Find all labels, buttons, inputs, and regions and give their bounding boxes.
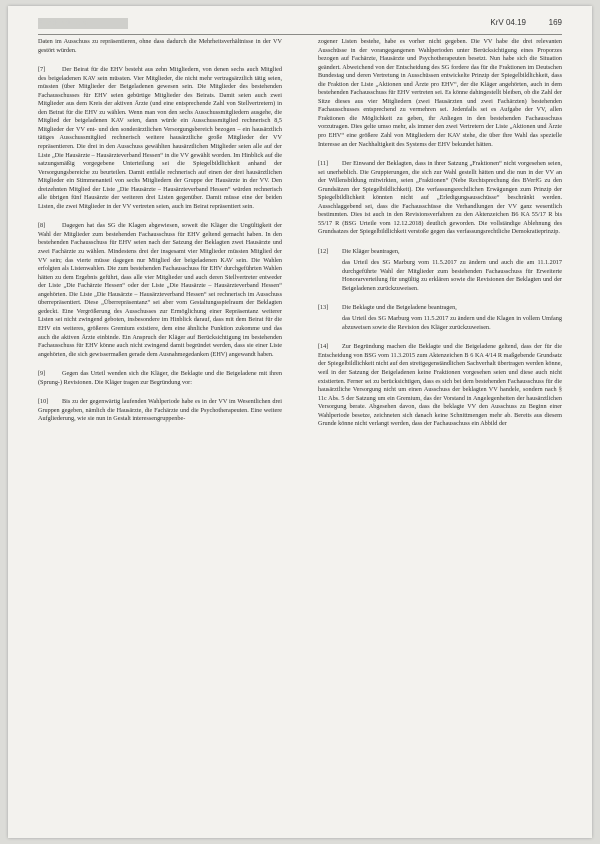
paragraph: [318, 160, 562, 237]
page-header: [38, 18, 562, 35]
paragraph-number: [13]: [318, 304, 329, 312]
paragraph: [38, 222, 282, 359]
paragraph-number: [9]: [38, 370, 46, 378]
left-column: [38, 38, 282, 435]
indented-motion-text: das Urteil des SG Marburg vom 11.5.2017 zu ändern und die Klagen in vollem Umfang abzuweisen sowie die Revision des Kläger zurückzuweisen.: [342, 315, 562, 331]
paragraph-text: Daten im Ausschuss zu repräsentieren, ohne dass dadurch die Mehrheitsverhältnisse in der VV gestört würden.: [38, 38, 282, 54]
paragraph-number: [14]: [318, 343, 329, 351]
paragraph-text: Die Kläger beantragen,: [342, 248, 400, 256]
paragraph: [38, 370, 282, 387]
paragraph: [38, 398, 282, 424]
paragraph: [38, 66, 282, 211]
header-section-title: Entscheidungen: [38, 18, 128, 29]
paragraph-text: Die Beklagte und die Beigeladene beantragen,: [342, 304, 457, 312]
paragraph-text: Zur Begründung machen die Beklagte und die Beigeladene geltend, dass der für die Entscheidung von BSG vom 11.3.2015 zum Aktenzeichen B 6 KA 4/14 R maßgebende Grundsatz der Spiegelbildlichkeit nicht auf den streitgegenständlichen Sachverhalt übertragen werden könne, weil in der Satzung der Beigeladenen keine Fraktionen vorgesehen seien und diese auch nicht existierten. Ferner sei zu berücksichtigen, dass es sich bei dem bestehenden Fachausschuss für die hausärztliche Versorgung nicht um einen Ausschuss der beklagten VV handele, sondern nach § 11c Abs. 5 der Satzung um ein Gremium, das der Vorstand in Angelegenheiten der hausärztlichen Versorgung berate. Abgesehen davon, dass die beklagte VV den Ausschuss zu Beginn einer Wahlperiode besetze, zeichneten sich danach keine Schnittmengen mehr ab. Bereits aus diesem Grunde könne nicht verlangt werden, dass der Fachausschuss ein Abbild der: [318, 343, 562, 428]
right-column: [318, 38, 562, 440]
paragraph-number: [8]: [38, 222, 46, 230]
paragraph-text: Dagegen hat das SG die Klagen abgewiesen, soweit die Kläger die Ungültigkeit der Wahl der Mitglieder zum bestehenden Fachausschuss für EHV geltend gemacht haben. In den bestehenden Fachausschuss für EHV seien nach der Satzung der Beklagten zwei Hausärzte und zwei Fachärzte zu wählen. Mindestens drei der insgesamt vier Mitglieder müssten Mitglied der VV sein; das vierte müsse dagegen nur Mitglied der beigeladenen KAV sein. Die Wahlen erfolgten als Listenwahlen. Die zum bestehenden Fachausschuss für EHV durchgeführten Wahlen hätten zu dem Ergebnis geführt, dass alle vier Mitglieder und auch deren Stellvertreter entweder der Liste „Die Fachärzte Hessen“ oder der Liste „Die Hausärzte – Hausärzteverband Hessen“ angehörten. Die Liste „Die Hausärzte – Hausärzteverband Hessen“ sei rechnerisch im Ausschuss überrepräsentiert. Diese „Überrepräsentanz“ sei aber vom Gestaltungsspielraum der Beklagten gedeckt. Eine Vergrößerung des Ausschusses zur Ermöglichung einer Repräsentanz weiterer Listen sei nicht zwingend geboten, insbesondere im Hinblick darauf, dass mit dem Beirat für die EHV ein weiteres, größeres Gremium existiere, dem eine ähnliche Funktion zukomme und das auch die aktiven Ärzte einbinde. Ein Anspruch der Kläger auf Berücksichtigung im bestehenden Fachausschuss für EHV könne auch nicht zwingend damit begründet werden, dass sie einer Liste angehörten, die sich gewissermaßen gerade dem Ausnahmegedanken (EHV) angewandt haben.: [38, 222, 282, 358]
paragraph: [318, 38, 562, 149]
paragraph-text: Der Beirat für die EHV besteht aus zehn Mitgliedern, von denen sechs auch Mitglied des beigeladenen KAV sein müssten. Vier Mitglieder, die nicht mehr vertragsärztlich tätig seien, müssten (über Mitglieder der Beigeladenen gewesen sein. Die Mitglieder des bestehenden Fachausschusses für EHV seien gebürtige Mitglieder des Beirats. Damit seien auch zwei Mitglieder aus dem Kreis der aktiven Ärzte (und eine entsprechende Zahl von Stellvertretern) in den Beirat für die EHV zu wählen. Wenn man von den sechs Ausschussmitgliedern ausgehe, die Mitglied der beigeladenen KAV seien, dann würde ein Ausschussmitglied rechnerisch 8,5 Mitglieder der VV ent- und den sonderärztlichen Versorgungsbereich bezogen – ein hausärztlich tätiges Ausschussmitglied rechnerisch weitere hausärztliche große Mitglieder der VV repräsentieren. Die drei in den Ausschuss gewählten hausärztlichen Mitglieder seien alle auf der Liste „Die Hausärzte – Hausärzteverband Hessen“ in die VV gewählt worden. Im Hinblick auf die satzungsmäßig vorgegebene Unterteilung sei die Spiegelbildlichkeit anhand der Versorgungsbereiche zu beurteilen. Damit entfalle rechnerisch auf einen der drei hausärztlichen Mitglieder ein Stimmenanteil von sechs Mitgliedern der Gruppe der Hausärzte in der VV. Den dreizehnten Mitglied der Liste „Die Hausärzte – Hausärzteverband Hessen“ würden rechnerisch alle übrigen fünf Hausärzte der weiteren drei Listen gegenüber. Damit müsse eine der beiden Listen, die zwei Mitglieder in der VV vertreten seien, auch im Beirat repräsentiert sein.: [38, 66, 282, 210]
paragraph-number: [11]: [318, 160, 329, 168]
paragraph: [318, 248, 562, 257]
paragraph-text: Bis zu der gegenwärtig laufenden Wahlperiode habe es in der VV im Wesentlichen drei Gruppen gegeben, nämlich die Hausärzte, die Fachärzte und die Psychotherapeuten. Eine weitere Aufgliederung, wie sie nun in Gestalt interessengruppenbe-: [38, 398, 282, 423]
document-page: [8, 6, 592, 838]
paragraph-text: zogener Listen bestehe, habe es vorher nicht gegeben. Die VV habe die drei relevanten Ausschüsse in der vorangegangenen Wahlperioden unter Berücksichtigung eines Proporzes bezogen auf Fachärzte, Hausärzte und Psychotherapeuten besetzt. Nun habe sich die Situation geändert. Abweichend von der Entscheidung des SG fordere das für die Fraktionen im Deutschen Bundestag und deren Vertretung in Ausschüssen entwickelte Prinzip der Spiegelbildlichkeit, dass die Fraktion der Liste „Aktionen und Ärzte pro EHV“, der die Kläger angehörten, auch in dem bestehenden Fachausschuss für EHV vertreten sei. Es könne dahingestellt bleiben, ob die Zahl der Sitze dieses aus vier Mitgliedern (zwei Hausärzten und zwei Fachärzten) bestehenden Fachausschusses entsprechend zu vermehren sei. Jedenfalls sei es Aufgabe der VV, allen Fraktionen die Möglichkeit zu geben, ihr Anliegen in den bestehenden Fachausschuss vorzutragen. Dies gelte umso mehr, als immer den zwei Vertretern der Liste „Aktionen und Ärzte pro EHV“ eine größere Zahl von Mitgliedern der KAV stehe, die über ihre Wahl das spezielle Interesse an der Nachhaltigkeit des Systems der EHV bekundet hätten.: [318, 38, 562, 148]
paragraph: [38, 38, 282, 55]
paragraph-text: Gegen das Urteil wenden sich die Kläger, die Beklagte und die Beigeladene mit ihren (Sprung-) Revisionen. Die Kläger tragen zur Begründung vor:: [38, 370, 282, 386]
paragraph: [318, 343, 562, 428]
paragraph-number: [12]: [318, 248, 329, 256]
paragraph: [318, 304, 562, 313]
indented-motion-text: das Urteil des SG Marburg vom 11.5.2017 zu ändern und auch die am 11.1.2017 durchgeführte Wahl der Mitglieder zum bestehenden Fachausschuss für Erweiterte Honorarverteilung für ungültig zu erklären sowie die Revisionen der Beklagten und der Beigeladenen zurückzuweisen.: [342, 259, 562, 292]
paragraph-number: [7]: [38, 66, 46, 74]
paragraph-text: Der Einwand der Beklagten, dass in ihrer Satzung „Fraktionen“ nicht vorgesehen seien, sei unerheblich. Die Gruppierungen, die sich zur Wahl gestellt hätten und die nun in der VV an der Willensbildung mitwirkten, seien „Fraktionen“ (Nebe Rechtsprechung des BVerfG zu den Grundsätzen der Spiegelbildlichkeit). Die verfassungsrechtlichen Erwägungen zum Prinzip der Spiegelbildlichkeit könnten nicht auf „Erledigungsausschüsse“ beschränkt werden. Ausschlaggebend sei, dass die Fachausschüsse die Verhandlungen der VV ganz wesentlich bestimmten. Dies ist auch in den Revisionsverfahren zu den Aktenzeichen B6 KA 55/17 R bis 55/17 R (BSG Urteile vom 12.12.2018) deutlich geworden. Die vollständige Ablehnung des Grundsatzes der Spiegelbildlichkeit verstoße gegen das verfassungsrechtliche Demokratieprinzip.: [318, 160, 562, 236]
paragraph-number: [10]: [38, 398, 49, 406]
journal-label: KrV 04.19: [490, 18, 526, 27]
page-number: 169: [548, 18, 562, 27]
